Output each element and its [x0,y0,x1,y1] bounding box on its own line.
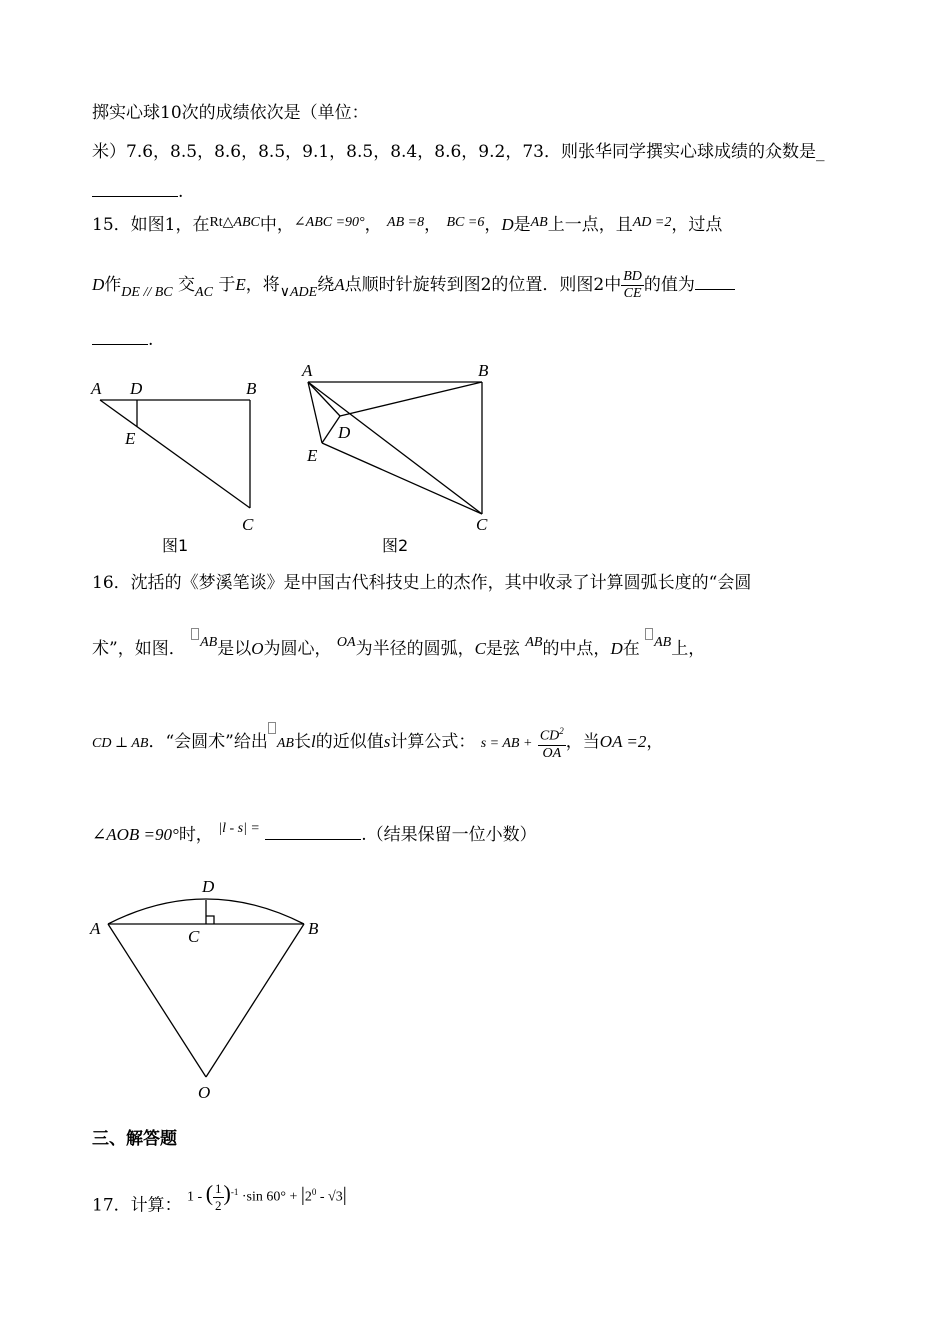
q15-line1: 15．如图1，在$^{Rt\triangle ABC}$中，$^{\angle ABC =90^\circ}$， $^{AB =8}$， $^{BC =6}$，D是$^{AB}$上一点，且$^{AD =2}$，过点 [92,215,723,235]
segment-bd-2 [340,382,482,416]
radius-oa [108,924,206,1077]
label-e: E [125,429,136,448]
q17-expression: 1 - ( $\frac{1}{2}$ )$^{-1}$ ·sin $60^\circ + |2^0 - √3|$ [187,1180,347,1213]
answer-blank-q15-a[interactable] [695,273,735,290]
figure-1-caption: 图1 [162,536,189,555]
q16-line3: CD ⊥ AB．“会圆术”给出 AB长l的近似值s计算公式： s = AB + $\frac{CD^2}{OA}$ ，当OA =2， [92,722,663,764]
figure-q16 [86,872,326,1104]
q16-line1: 16．沈括的《梦溪笔谈》是中国古代科技史上的杰作，其中收录了计算圆弧长度的“会圆 [92,573,752,593]
label-d: D [130,379,143,398]
q14-line2: 米）7.6，8.5，8.6，8.5，9.1，8.5，8.4，8.6，9.2，73．则张华同学撰实心球成绩的众数是_ [92,142,825,162]
segment-ad-2 [308,382,340,416]
label-a-3: A [90,919,101,938]
radius-ob [206,924,304,1077]
q14-line1: 掷实心球10次的成绩依次是（单位： [92,103,369,123]
label-b-3: B [308,919,319,938]
label-b: B [246,379,257,398]
figure-2 [298,358,508,560]
answer-blank-q15-b[interactable] [92,328,148,345]
figure-2-caption: 图2 [382,536,409,555]
arc-symbol-icon [268,722,276,734]
label-a: A [91,379,102,398]
answer-blank-q14[interactable] [92,180,178,197]
label-o: O [198,1083,211,1102]
q16-line4: ∠AOB =90°时， $^{|l - s| =}$ .（结果保留一位小数） [92,821,537,845]
fraction-bd-ce: $\frac{BD}{CE}$ [623,269,642,301]
right-angle-mark [206,916,214,924]
q15-line3: . [92,328,153,351]
label-c: C [242,515,254,534]
label-c-2: C [476,515,488,534]
q16-line2: 术”，如图． $^{AB}$是以O为圆心， $^{OA}$为半径的圆弧，C是弦 $^{AB}$的中点，D在 $^{AB}$上， [92,628,705,664]
label-b-2: B [478,361,489,380]
answer-blank-q16[interactable] [265,823,361,840]
segment-ac [100,400,250,508]
label-a-2: A [302,361,313,380]
fraction-cd2-oa: $\frac{CD^2}{OA}$ [538,723,566,762]
arc-symbol-icon [191,628,199,640]
label-d-2: D [338,423,351,442]
label-e-2: E [307,446,318,465]
q15-line2: D作$_{DE // BC}$ 交$_{AC}$ 于E，将$_{\vee ADE}$绕A点顺时针旋转到图2的位置．则图2中 $\frac{BD}{CE}$ 的值为 [92,268,735,310]
section-title: 三、解答题 [92,1129,177,1149]
figure-1 [88,370,268,560]
arc-symbol-icon [645,628,653,640]
q14-line3: . [92,180,183,203]
label-d-3: D [202,877,215,896]
q17-line: 17．计算： 1 - ( $\frac{1}{2}$ )$^{-1}$ ·sin $60^\circ + |2^0 - √3|$ [92,1172,347,1226]
label-c-3: C [188,927,200,946]
